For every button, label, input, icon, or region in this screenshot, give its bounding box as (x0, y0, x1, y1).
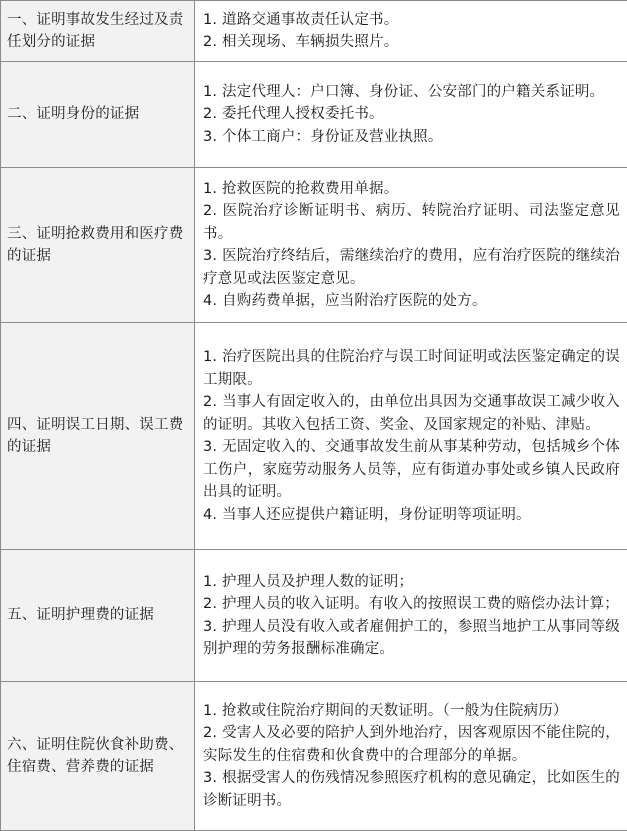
list-item: 2. 医院治疗诊断证明书、病历、转院治疗证明、司法鉴定意见书。 (203, 200, 620, 245)
row-items (195, 323, 627, 550)
list-item: 4. 当事人还应提供户籍证明，身份证明等项证明。 (203, 504, 620, 527)
row-label: 二、证明身份的证据 (1, 62, 195, 168)
list-item: 1. 道路交通事故责任认定书。 (203, 9, 620, 32)
list-item: 3. 医院治疗终结后，需继续治疗的费用，应有治疗医院的继续治疗意见或法医鉴定意见。 (203, 245, 620, 290)
list-item: 1. 治疗医院出具的住院治疗与误工时间证明或法医鉴定确定的误工期限。 (203, 346, 620, 391)
row-items (195, 1, 627, 62)
list-item: 1. 抢救或住院治疗期间的天数证明。（一般为住院病历） (203, 700, 620, 723)
row-items (195, 62, 627, 168)
table-row (1, 323, 627, 550)
list-item: 2. 护理人员的收入证明。有收入的按照误工费的赔偿办法计算； (203, 593, 620, 616)
list-item: 1. 抢救医院的抢救费用单据。 (203, 178, 620, 201)
list-item: 1. 护理人员及护理人数的证明； (203, 571, 620, 594)
table-row (1, 1, 627, 62)
list-item: 2. 委托代理人授权委托书。 (203, 103, 620, 126)
list-item: 2. 相关现场、车辆损失照片。 (203, 31, 620, 54)
list-item: 2. 当事人有固定收入的，由单位出具因为交通事故误工减少收入的证明。其收入包括工资、奖金、及国家规定的补贴、津贴。 (203, 391, 620, 436)
row-label: 四、证明误工日期、误工费的证据 (1, 323, 195, 550)
list-item: 3. 无固定收入的、交通事故发生前从事某种劳动，包括城乡个体工伤户，家庭劳动服务人员等，应有街道办事处或乡镇人民政府出具的证明。 (203, 436, 620, 504)
list-item: 1. 法定代理人：户口簿、身份证、公安部门的户籍关系证明。 (203, 81, 620, 104)
table-row (1, 550, 627, 682)
row-items (195, 550, 627, 682)
row-label: 五、证明护理费的证据 (1, 550, 195, 682)
row-label: 三、证明抢救费用和医疗费的证据 (1, 168, 195, 323)
row-items (195, 168, 627, 323)
row-label: 一、证明事故发生经过及责任划分的证据 (1, 1, 195, 62)
table-row (1, 168, 627, 323)
row-items (195, 682, 627, 831)
list-item: 2. 受害人及必要的陪护人到外地治疗，因客观原因不能住院的，实际发生的住宿费和伙食费中的合理部分的单据。 (203, 722, 620, 767)
list-item: 3. 根据受害人的伤残情况参照医疗机构的意见确定，比如医生的诊断证明书。 (203, 767, 620, 812)
table-row (1, 62, 627, 168)
list-item: 3. 个体工商户：身份证及营业执照。 (203, 126, 620, 149)
row-label: 六、证明住院伙食补助费、住宿费、营养费的证据 (1, 682, 195, 831)
list-item: 3. 护理人员没有收入或者雇佣护工的，参照当地护工从事同等级别护理的劳务报酬标准确定。 (203, 616, 620, 661)
table-row (1, 682, 627, 831)
list-item: 4. 自购药费单据，应当附治疗医院的处方。 (203, 290, 620, 313)
